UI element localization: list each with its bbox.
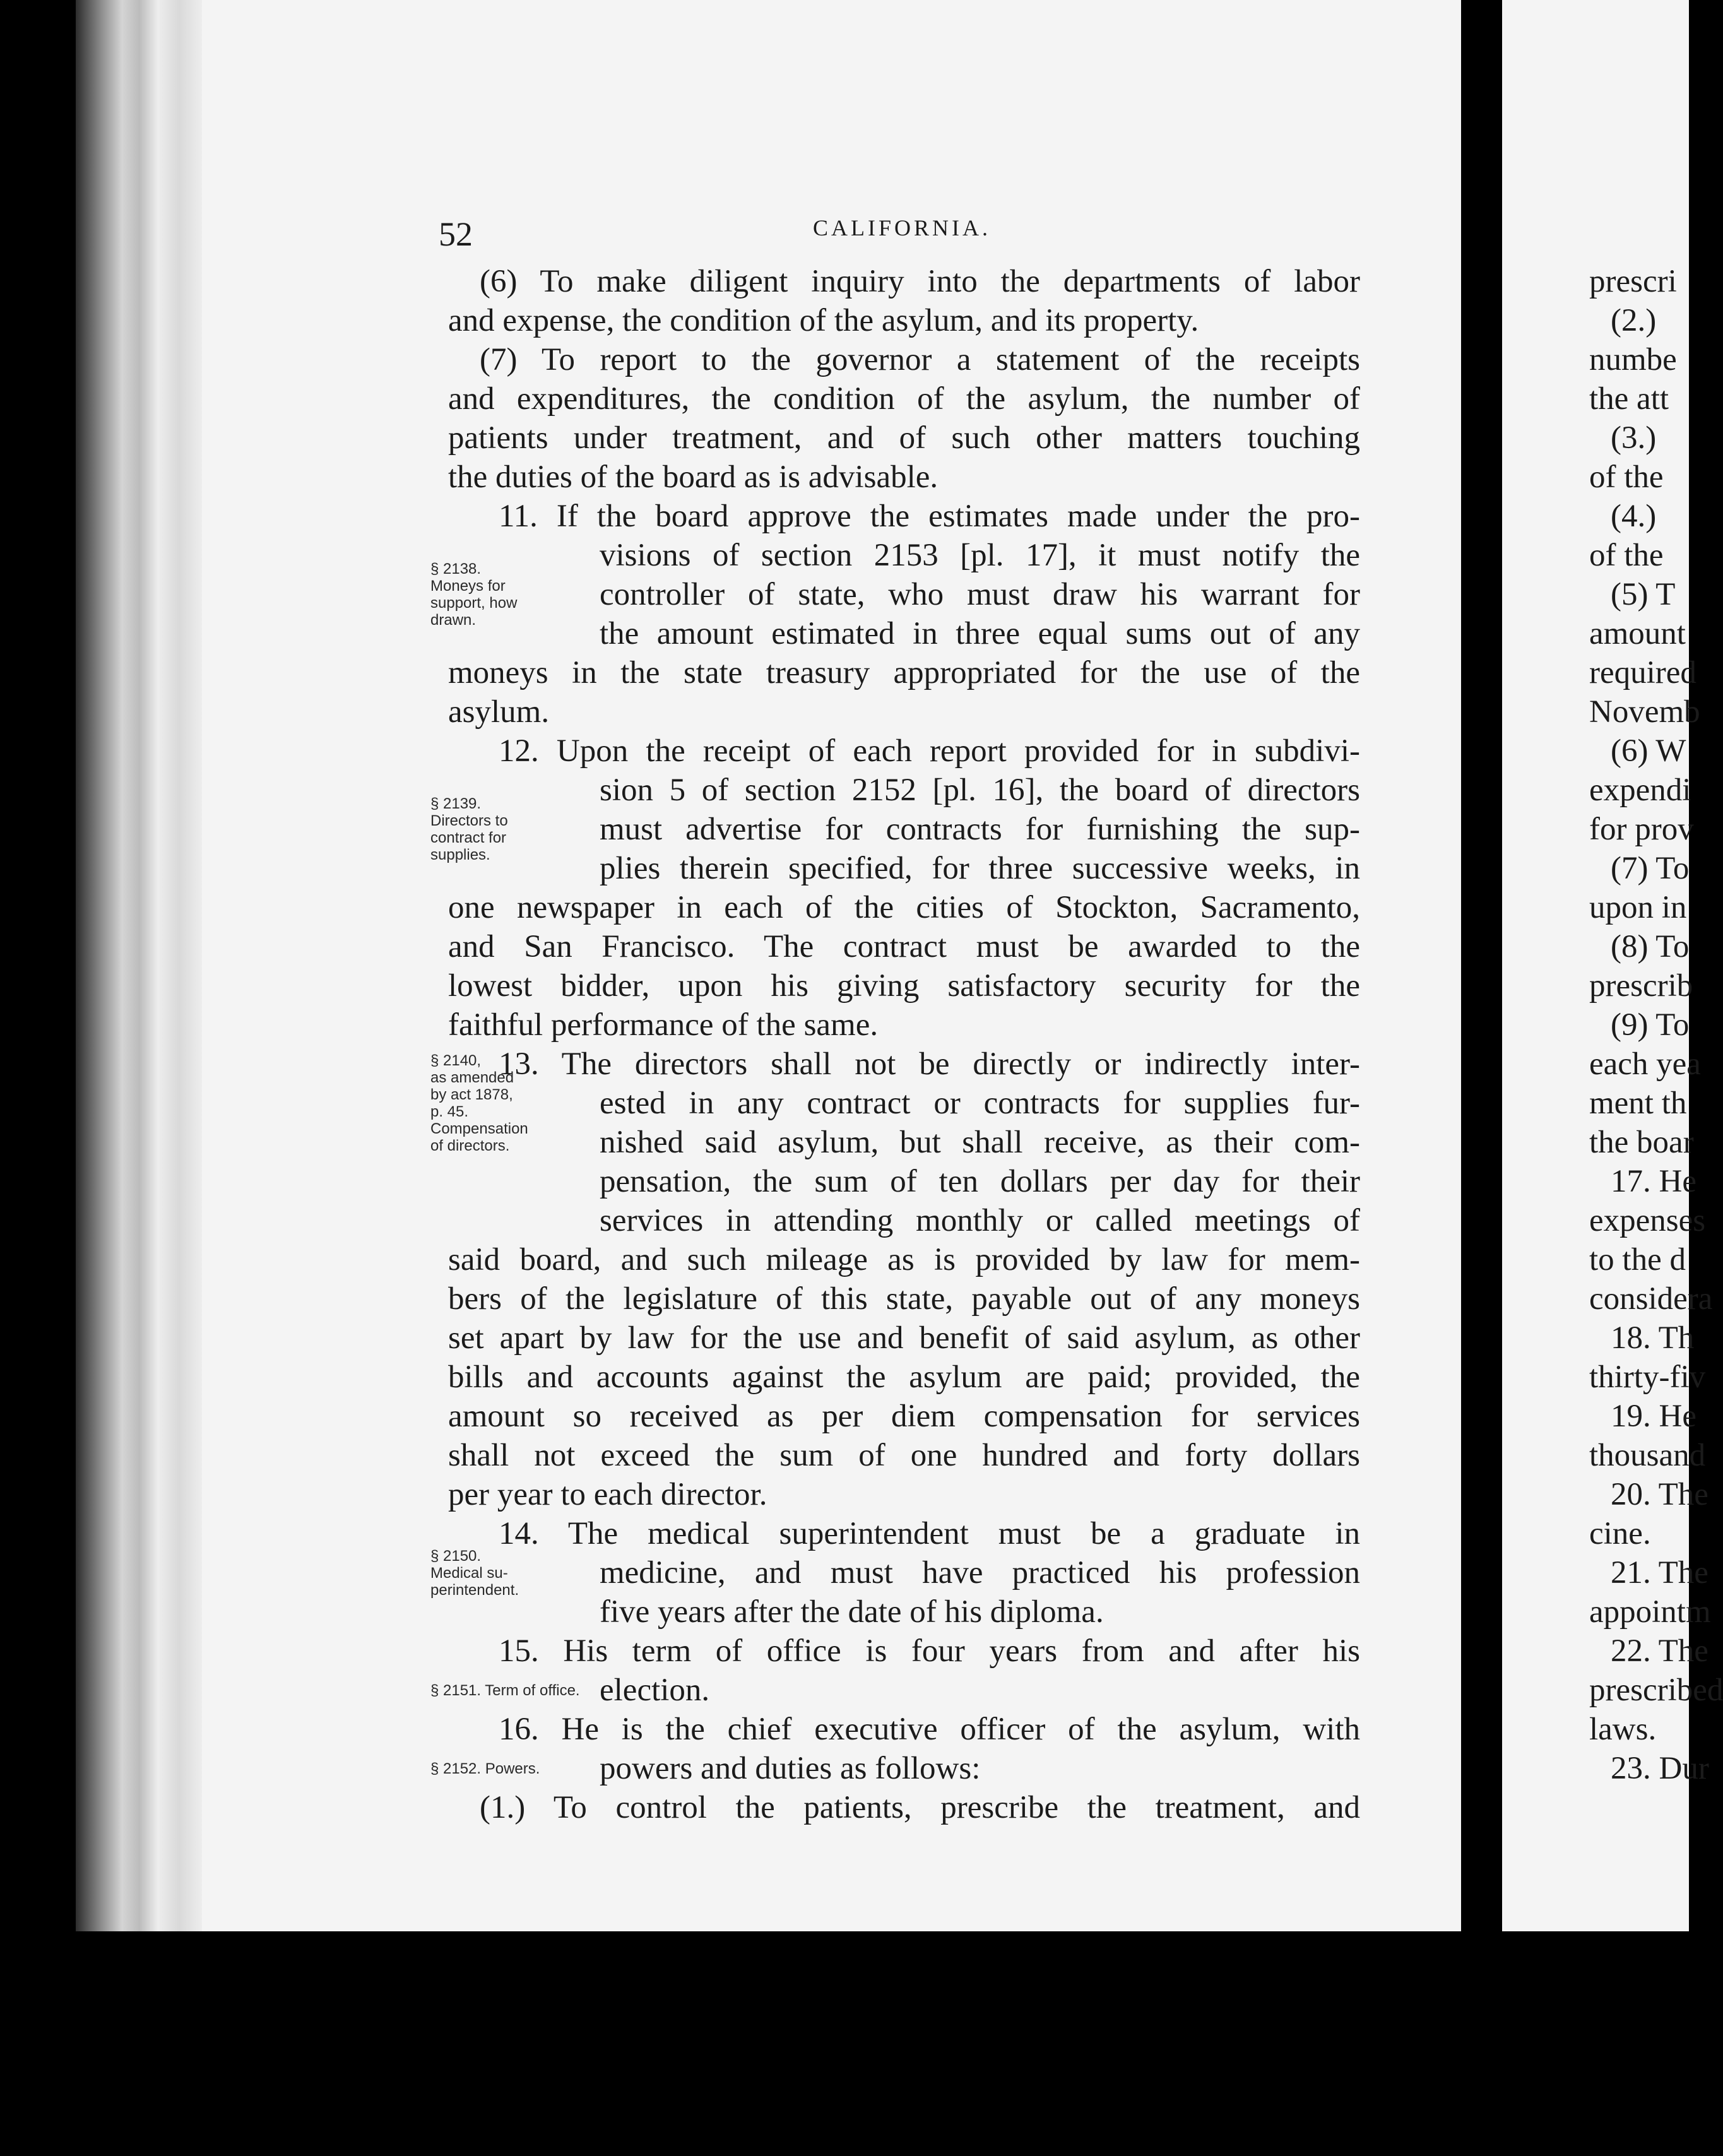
text-line: 11. If the board approve the estimates made under the pro-: [499, 499, 1360, 534]
text-line: the duties of the board as is advisable.: [448, 459, 938, 495]
text-line: ested in any contract or contracts for supplies fur-: [600, 1086, 1360, 1121]
body-text: [448, 262, 1360, 1827]
text-line: controller of state, who must draw his warrant for: [600, 577, 1360, 612]
text-line: visions of section 2153 [pl. 17], it must notify the: [600, 538, 1360, 573]
text-line: pensation, the sum of ten dollars per day for their: [600, 1164, 1360, 1199]
right-text-line: cine.: [1589, 1516, 1651, 1551]
margin-note-line: § 2152. Powers.: [430, 1760, 540, 1777]
margin-note-line: support, how: [430, 595, 518, 612]
margin-note-line: of directors.: [430, 1137, 510, 1154]
margin-note: [430, 1682, 580, 1699]
right-text-line: ment th: [1589, 1086, 1687, 1121]
text-line: lowest bidder, upon his giving satisfactory security for the: [448, 968, 1360, 1004]
margin-note: [430, 560, 517, 629]
right-text-line: appointm: [1589, 1594, 1711, 1630]
right-text-line: thirty-fiv: [1589, 1359, 1706, 1395]
margin-note: [430, 1052, 528, 1154]
margin-note: [430, 795, 508, 863]
margin-note-line: § 2150.: [430, 1547, 482, 1565]
right-text-line: Novemb: [1589, 694, 1700, 730]
margin-note-line: Moneys for: [430, 578, 506, 595]
right-text-line: 20. The: [1611, 1477, 1708, 1512]
text-line: and San Francisco. The contract must be awarded to the: [448, 929, 1360, 964]
text-line: 16. He is the chief executive officer of the asylum, with: [499, 1712, 1360, 1747]
right-text-line: (3.): [1611, 420, 1657, 456]
text-line: five years after the date of his diploma.: [600, 1594, 1104, 1630]
text-line: faithful performance of the same.: [448, 1007, 879, 1043]
text-line: plies therein specified, for three successive weeks, in: [600, 851, 1360, 886]
right-text-line: prescrib: [1589, 968, 1693, 1004]
margin-note-line: § 2139.: [430, 795, 482, 812]
right-text-line: (4.): [1611, 499, 1657, 534]
text-line: 12. Upon the receipt of each report provided for in subdivi-: [499, 733, 1360, 769]
running-head: CALIFORNIA.: [813, 215, 992, 240]
right-text-line: of the: [1589, 459, 1664, 495]
right-text-line: 21. The: [1611, 1555, 1708, 1590]
text-line: 15. His term of office is four years from and after his: [499, 1633, 1360, 1669]
text-line: and expense, the condition of the asylum, and its property.: [448, 303, 1199, 338]
right-text-line: thousand: [1589, 1438, 1706, 1473]
text-line: moneys in the state treasury appropriated for the use of the: [448, 655, 1360, 690]
text-line: shall not exceed the sum of one hundred and forty dollars: [448, 1438, 1360, 1473]
text-line: (1.) To control the patients, prescribe the treatment, and: [480, 1790, 1360, 1825]
text-line: amount so received as per diem compensation for services: [448, 1399, 1360, 1434]
text-line: bers of the legislature of this state, payable out of any moneys: [448, 1281, 1360, 1317]
text-line: 14. The medical superintendent must be a graduate in: [499, 1516, 1360, 1551]
text-line: services in attending monthly or called meetings of: [600, 1203, 1360, 1238]
margin-note-line: Directors to: [430, 812, 508, 829]
right-text-line: (8) To: [1611, 929, 1690, 964]
right-text-line: each yea: [1589, 1046, 1701, 1082]
text-line: must advertise for contracts for furnishing the sup-: [600, 812, 1360, 847]
right-text-line: (2.): [1611, 303, 1657, 338]
right-text-line: prescribed: [1589, 1673, 1723, 1708]
right-text-line: required: [1589, 655, 1696, 690]
text-line: the amount estimated in three equal sums out of any: [600, 616, 1360, 651]
margin-note-line: Medical su-: [430, 1564, 508, 1582]
right-text-line: (9) To: [1611, 1007, 1690, 1043]
right-page-text: [1589, 262, 1723, 1788]
book-page-edges: [76, 0, 208, 1931]
text-line: and expenditures, the condition of the asylum, the number of: [448, 381, 1360, 417]
right-text-line: considera: [1589, 1281, 1713, 1317]
text-line: nished said asylum, but shall receive, as their com-: [600, 1125, 1360, 1160]
right-text-line: (6) W: [1611, 733, 1686, 769]
right-text-line: expendi: [1589, 773, 1691, 808]
text-line: bills and accounts against the asylum are paid; provided, the: [448, 1359, 1360, 1395]
margin-note-line: p. 45.: [430, 1103, 469, 1120]
text-line: (7) To report to the governor a statement of the receipts: [480, 342, 1360, 377]
text-line: said board, and such mileage as is provided by law for mem-: [448, 1242, 1360, 1277]
text-line: per year to each director.: [448, 1477, 767, 1512]
margin-note: [430, 1548, 519, 1599]
text-line: sion 5 of section 2152 [pl. 16], the board of directors: [600, 773, 1360, 808]
right-text-line: 19. He: [1611, 1399, 1696, 1434]
scan-border: [0, 1931, 1689, 2156]
text-line: set apart by law for the use and benefit of said asylum, as other: [448, 1320, 1360, 1356]
margin-note-line: Compensation: [430, 1120, 528, 1137]
margin-note-line: § 2151. Term of office.: [430, 1681, 580, 1699]
right-text-line: numbe: [1589, 342, 1677, 377]
margin-note-line: supplies.: [430, 846, 490, 863]
right-text-line: (5) T: [1611, 577, 1676, 612]
right-text-line: 18. Th: [1611, 1320, 1695, 1356]
margin-note-line: contract for: [430, 829, 507, 846]
right-text-line: the att: [1589, 381, 1669, 417]
text-line: powers and duties as follows:: [600, 1751, 981, 1786]
text-line: asylum.: [448, 694, 550, 730]
margin-note-line: as amended: [430, 1069, 514, 1086]
right-text-line: amount: [1589, 616, 1686, 651]
right-text-line: laws.: [1589, 1712, 1657, 1747]
right-text-line: for prov: [1589, 812, 1694, 847]
margin-note-line: § 2138.: [430, 560, 482, 578]
text-line: patients under treatment, and of such other matters touching: [448, 420, 1360, 456]
right-text-line: (7) To: [1611, 851, 1690, 886]
right-text-line: the boar: [1589, 1125, 1694, 1160]
text-line: medicine, and must have practiced his profession: [600, 1555, 1360, 1590]
right-text-line: 22. The: [1611, 1633, 1708, 1669]
page-number: 52: [439, 215, 473, 253]
margin-note-line: § 2140,: [430, 1052, 482, 1069]
right-text-line: upon in: [1589, 890, 1687, 925]
text-line: election.: [600, 1673, 710, 1708]
margin-note: [430, 1760, 540, 1777]
right-text-line: 23. Dur: [1611, 1751, 1709, 1786]
right-text-line: to the d: [1589, 1242, 1686, 1277]
right-text-line: of the: [1589, 538, 1664, 573]
right-text-line: prescri: [1589, 264, 1677, 299]
text-line: (6) To make diligent inquiry into the departments of labor: [480, 264, 1360, 299]
margin-note-line: by act 1878,: [430, 1086, 513, 1103]
text-line: 13. The directors shall not be directly or indirectly inter-: [499, 1046, 1360, 1082]
right-text-line: 17. He: [1611, 1164, 1696, 1199]
text-line: one newspaper in each of the cities of Stockton, Sacramento,: [448, 890, 1360, 925]
right-text-line: expenses: [1589, 1203, 1706, 1238]
page-gutter: [1461, 0, 1502, 2156]
margin-note-line: perintendent.: [430, 1581, 519, 1599]
margin-note-line: drawn.: [430, 612, 477, 629]
